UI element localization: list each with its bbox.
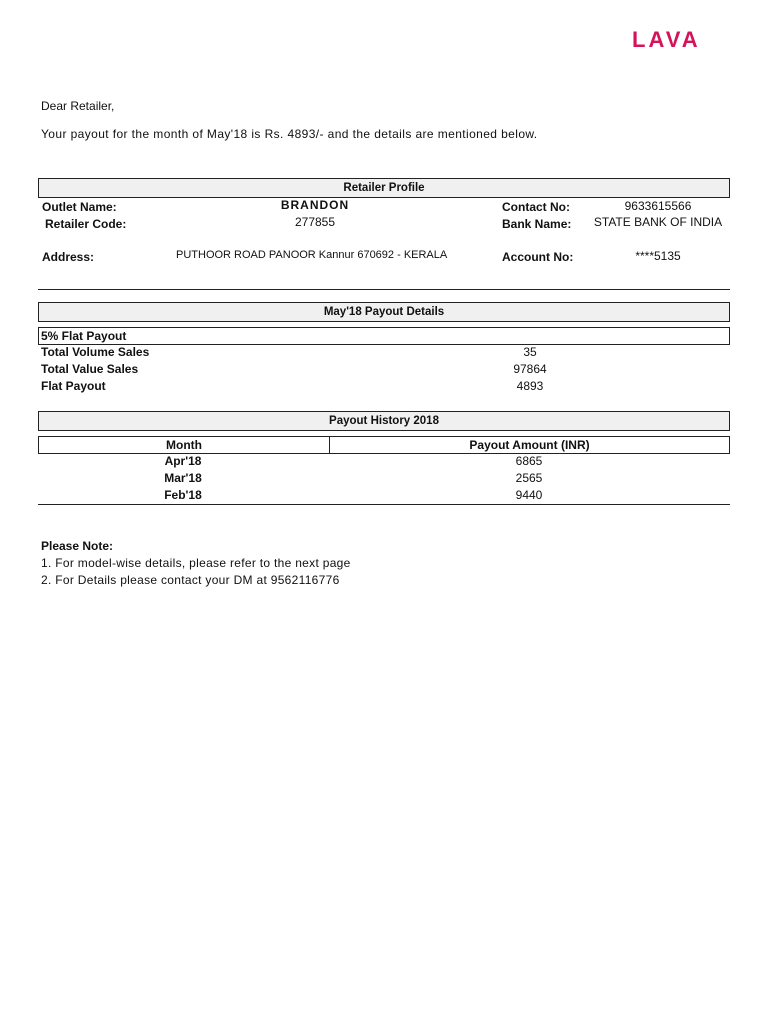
total-value-value: 97864: [513, 362, 547, 376]
note-line-2: 2. For Details please contact your DM at 9562116776: [41, 573, 340, 587]
profile-divider: [38, 289, 730, 290]
amount-cell: 6865: [515, 454, 543, 468]
total-volume-label: Total Volume Sales: [41, 345, 150, 359]
address-value: PUTHOOR ROAD PANOOR Kannur 670692 - KERALA: [176, 249, 448, 261]
retailer-code-value: 277855: [294, 215, 336, 229]
bank-value: STATE BANK OF INDIA: [593, 215, 723, 229]
total-value-label: Total Value Sales: [41, 362, 139, 376]
table-row: [38, 453, 730, 470]
retailer-code-label: Retailer Code:: [45, 217, 127, 231]
contact-value: 9633615566: [624, 199, 692, 213]
table-row: [38, 470, 730, 487]
greeting: Dear Retailer,: [41, 99, 115, 113]
flat-payout-label: Flat Payout: [41, 379, 106, 393]
history-table-header: [38, 436, 730, 454]
total-volume-value: 35: [523, 345, 537, 359]
outlet-name-value: BRANDON: [280, 198, 350, 212]
month-cell: Feb'18: [164, 488, 202, 502]
scheme-row: [38, 327, 730, 345]
flat-payout-value: 4893: [516, 379, 544, 393]
note-line-1: 1. For model-wise details, please refer to the next page: [41, 556, 351, 570]
logo-text: LAVA: [632, 28, 701, 50]
table-row: [38, 487, 730, 504]
month-column-header: Month: [39, 437, 330, 453]
account-label: Account No:: [502, 250, 574, 264]
notes-title: Please Note:: [41, 539, 114, 553]
month-cell: Apr'18: [164, 454, 202, 468]
contact-label: Contact No:: [502, 200, 570, 214]
account-value: ****5135: [635, 249, 681, 263]
amount-cell: 2565: [515, 471, 543, 485]
payout-details-header: May'18 Payout Details: [38, 302, 730, 322]
amount-column-header: Payout Amount (INR): [469, 438, 590, 452]
month-cell: Mar'18: [164, 471, 202, 485]
amount-cell: 9440: [515, 488, 543, 502]
outlet-name-label: Outlet Name:: [42, 200, 117, 214]
payout-history-header: Payout History 2018: [38, 411, 730, 431]
scheme-label: 5% Flat Payout: [41, 329, 127, 343]
bank-label: Bank Name:: [502, 217, 572, 231]
history-divider: [38, 504, 730, 505]
address-label: Address:: [42, 250, 95, 264]
retailer-profile-header: Retailer Profile: [38, 178, 730, 198]
intro-text: Your payout for the month of May'18 is Rs. 4893/- and the details are mentioned below.: [41, 127, 538, 141]
lava-logo: [632, 28, 730, 50]
